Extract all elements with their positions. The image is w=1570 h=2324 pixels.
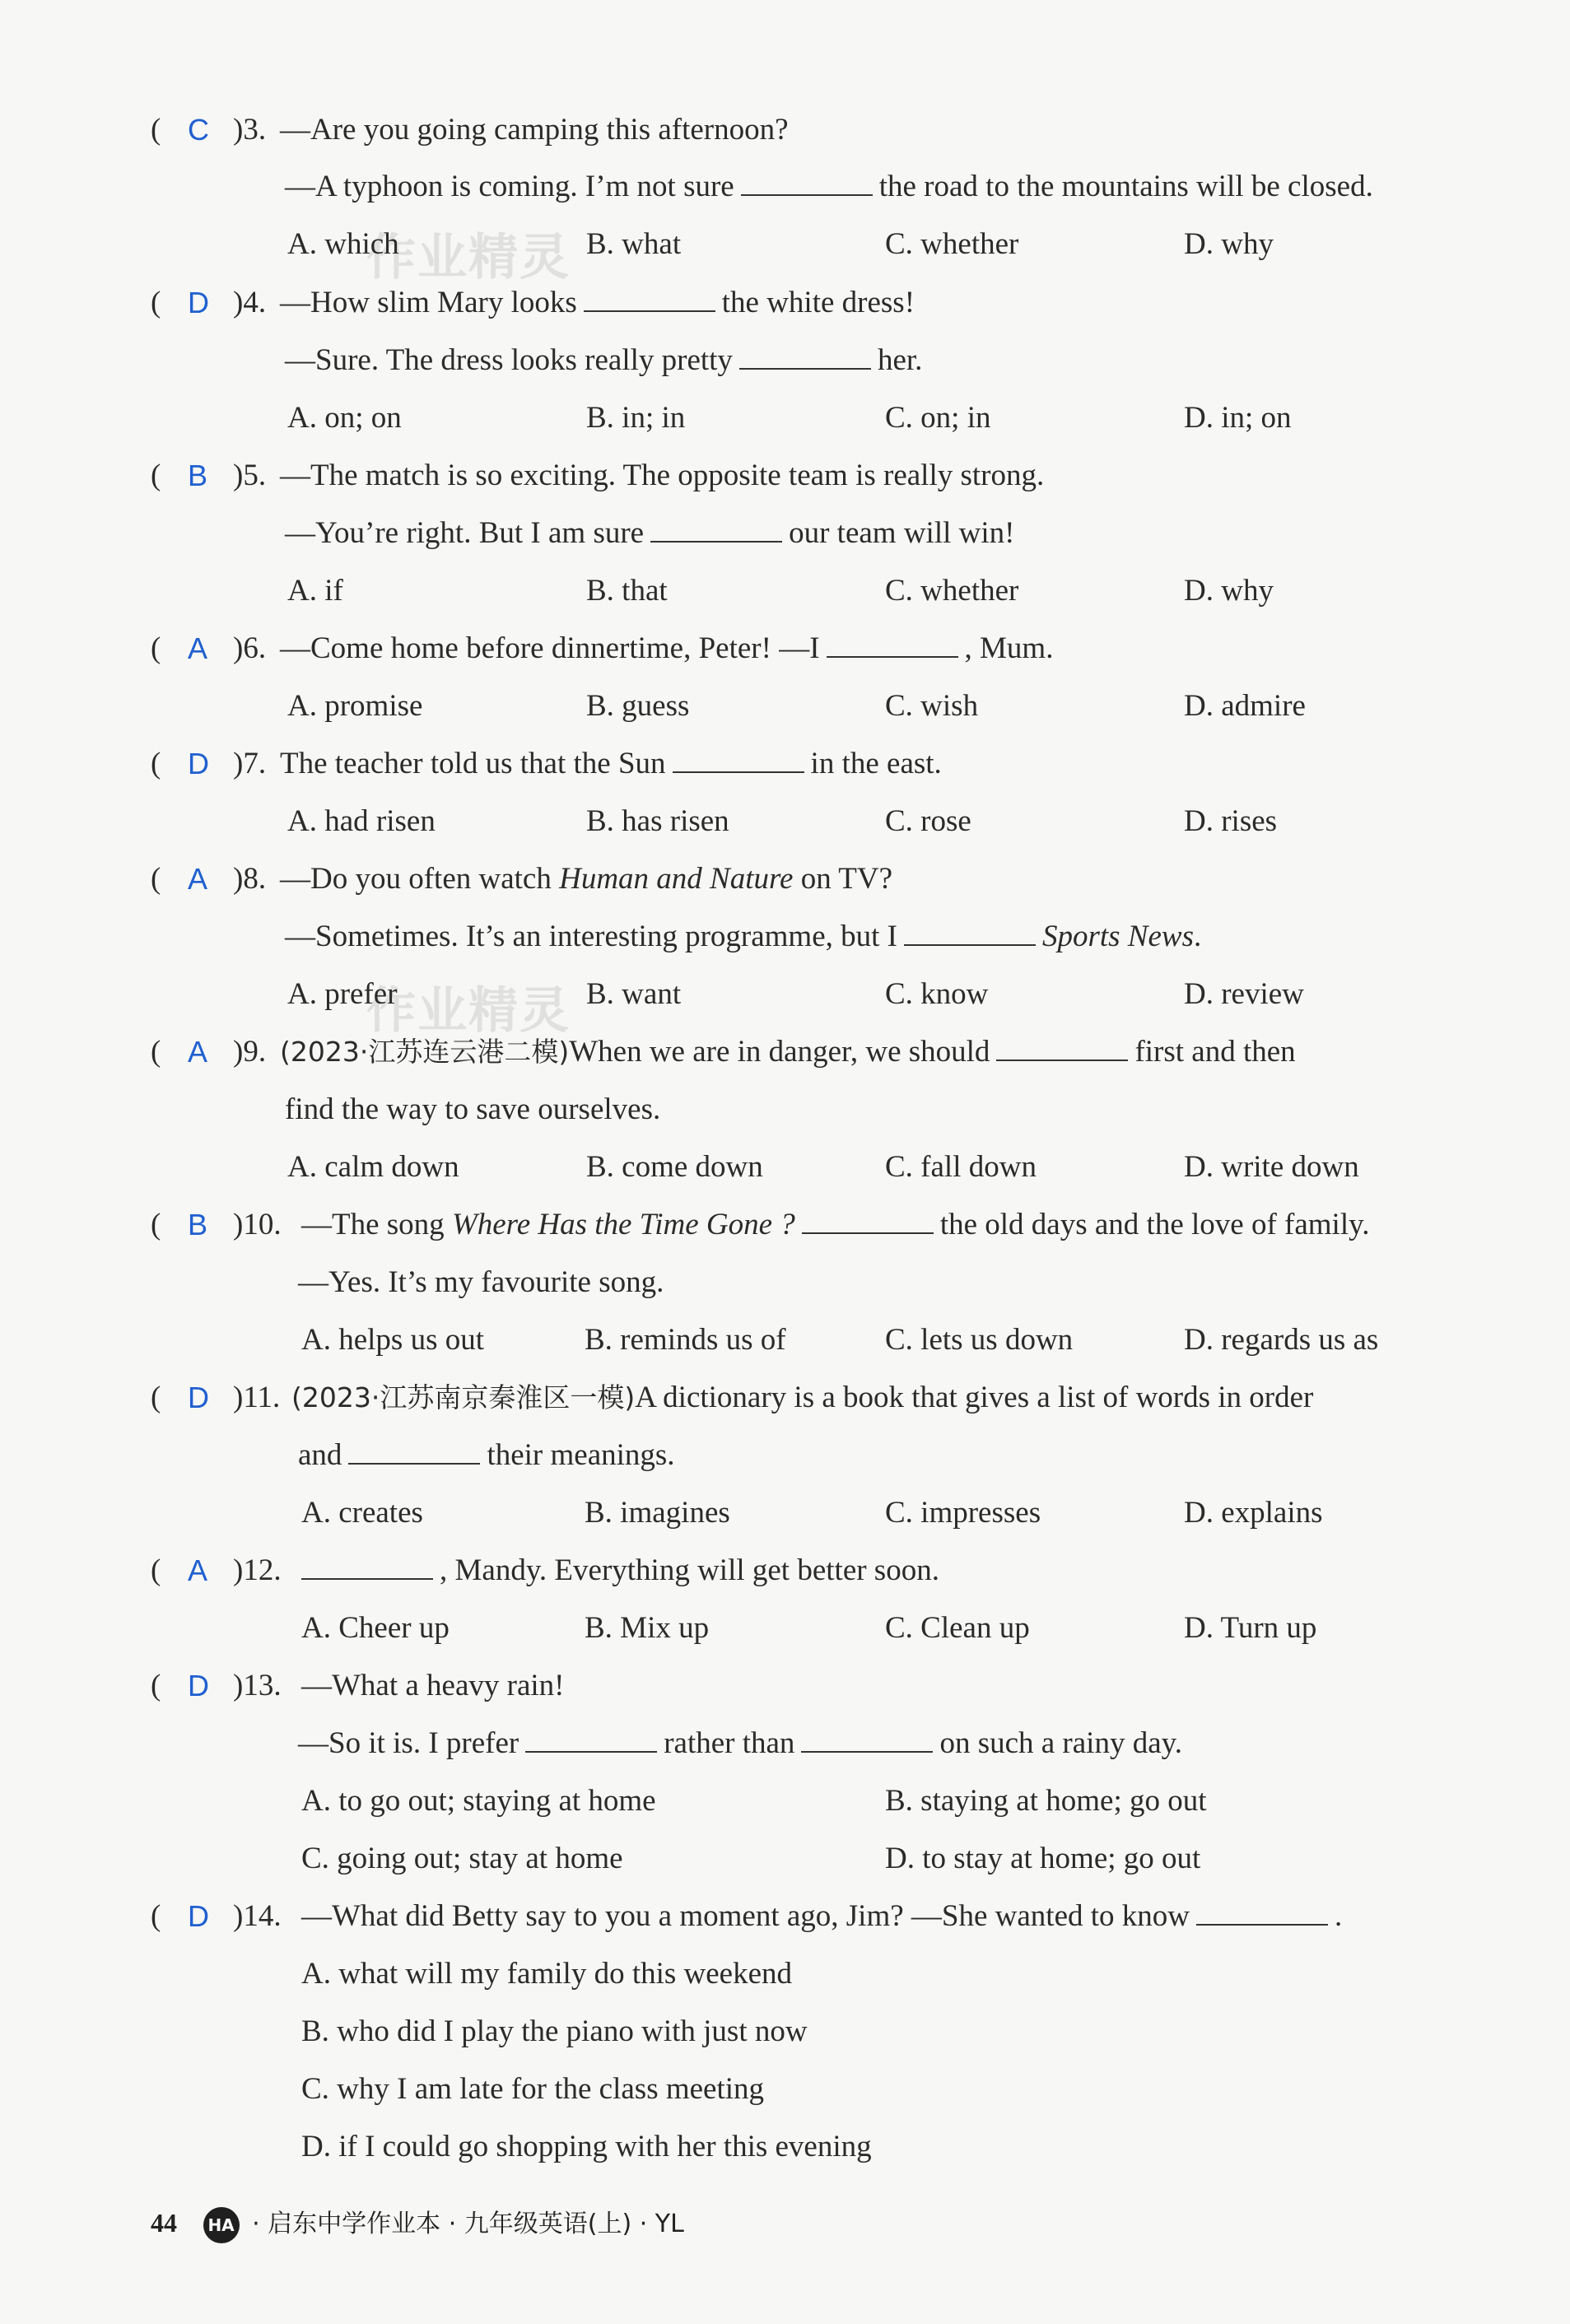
- options-6: A. promise B. guess C. wish D. admire: [287, 689, 1306, 723]
- blank: [525, 1726, 657, 1753]
- blank: [739, 343, 871, 370]
- blank: [802, 1208, 934, 1234]
- answer-8: A: [188, 862, 208, 896]
- answer-4: D: [188, 286, 209, 319]
- blank: [904, 920, 1036, 946]
- blank: [996, 1035, 1128, 1061]
- blank: [584, 286, 715, 312]
- answer-12: A: [188, 1553, 208, 1587]
- footer-title: · 启东中学作业本 · 九年级英语(上) · YL: [252, 2210, 684, 2238]
- answer-7: D: [188, 747, 209, 780]
- question-14-line: ( D )14. —What did Betty say to you a moment ago, Jim? —She wanted to know .: [0, 1888, 1570, 1945]
- blank: [673, 747, 804, 773]
- answer-11: D: [188, 1381, 209, 1414]
- options-3: A. which B. what C. whether D. why: [287, 227, 1274, 261]
- options-13a: A. to go out; staying at home B. staying at home; go out: [301, 1784, 1207, 1818]
- options-5: A. if B. that C. whether D. why: [287, 574, 1274, 608]
- blank: [650, 516, 782, 543]
- options-9: A. calm down B. come down C. fall down D. write down: [287, 1150, 1359, 1184]
- answer-9: A: [188, 1035, 208, 1069]
- answer-10: B: [188, 1208, 208, 1241]
- blank: [301, 1553, 433, 1580]
- question-10-line: ( B )10. —The song Where Has the Time Gone ? the old days and the love of family.: [0, 1196, 1570, 1254]
- question-13-line: ( D )13. —What a heavy rain!: [0, 1657, 1570, 1715]
- option-14a: A. what will my family do this weekend: [301, 1957, 793, 1991]
- page-number: 44: [151, 2208, 177, 2238]
- option-14b: B. who did I play the piano with just now: [301, 2014, 808, 2048]
- worksheet-page: 作业精灵 作业精灵 ( C )3. —Are you going camping this afternoon? —A typhoon is coming. I’m not sure the road to the mountains will be closed. A. which B. what C. whether D. why ( D )4. —How slim Mary looks the white dress! —Sure. The dress looks really pretty her. A. on; on B. in; in C. on; in D. in; on ( B )5. —The match is so exciting. The opposite team is really strong. —You’re right. But I am sure our team will win! A. if B. that C. whether D. why ( A )6. —Come home before dinnertime, Peter! —I , Mum. A. promise B. guess C. wish D. admire ( D )7. The teacher told us that the Sun in the east. A. had risen B. has risen C. rose D. rises ( A )8. —Do you often watch Human and Nature on TV? —Sometimes. It’s an interesting programme, but I Sports News. A. prefer B. want C. know D. review ( A )9. (2023·江苏连云港二模)When we are in danger, we should first and then find the way to save ourselves. A. calm down B. come down C. fall down D. write down ( B )10. —The song Where Has the Time Gone ? the old days and the love of family. —Yes. It’s my favourite song. A. helps us out B. reminds us of C. lets us down D. regards us as ( D )11. (2023·江苏南京秦淮区一模)A dictionary is a book that gives a list of words in order and their meanings. A. creates B. imagines C. impresses D. explains ( A )12. , Mandy. Everything will get better soon. A. Cheer up B. Mix up C. Clean up D. Turn up ( D )13. —What a heavy rain! —So it is. I prefer rather than on such a rainy day. A. to go out; staying at home B. staying at home; go out C. going out; stay at home D. to stay at home; go out ( D )14. —What did Betty say to you a moment ago, Jim? —She wanted to know . A. what will my family do this weekend B. who did I play the piano with just now C. why I am late for the class meeting D. if I could go shopping with her this evening 44 HA · 启东中学作业本 · 九年级英语(上) · YL: [0, 0, 1570, 2324]
- blank: [741, 170, 873, 196]
- question-5-line: ( B )5. —The match is so exciting. The opposite team is really strong.: [0, 447, 1570, 505]
- blank: [1196, 1899, 1328, 1926]
- question-9-line: ( A )9. (2023·江苏连云港二模)When we are in danger, we should first and then: [0, 1023, 1570, 1081]
- option-14c: C. why I am late for the class meeting: [301, 2072, 765, 2106]
- blank: [348, 1438, 480, 1465]
- options-7: A. had risen B. has risen C. rose D. rises: [287, 804, 1278, 838]
- answer-14: D: [188, 1899, 209, 1933]
- question-7-line: ( D )7. The teacher told us that the Sun in the east.: [0, 735, 1570, 793]
- option-14d: D. if I could go shopping with her this evening: [301, 2130, 872, 2163]
- answer-13: D: [188, 1669, 209, 1702]
- blank: [801, 1726, 933, 1753]
- watermark: 作业精灵: [366, 982, 571, 1040]
- answer-5: B: [188, 459, 208, 492]
- options-12: A. Cheer up B. Mix up C. Clean up D. Turn up: [301, 1611, 1317, 1645]
- options-11: A. creates B. imagines C. impresses D. explains: [301, 1496, 1323, 1530]
- options-13b: C. going out; stay at home D. to stay at home; go out: [301, 1842, 1201, 1875]
- answer-3: C: [188, 113, 209, 147]
- source-tag: (2023·江苏连云港二模): [280, 1036, 570, 1068]
- question-6-line: ( A )6. —Come home before dinnertime, Peter! —I , Mum.: [0, 620, 1570, 678]
- question-3-line: ( C )3. —Are you going camping this afternoon?: [0, 101, 1570, 159]
- publisher-logo-icon: HA: [203, 2207, 240, 2243]
- source-tag: (2023·江苏南京秦淮区一模): [291, 1381, 636, 1413]
- options-8: A. prefer B. want C. know D. review: [287, 977, 1304, 1011]
- question-11-line: ( D )11. (2023·江苏南京秦淮区一模)A dictionary is a book that gives a list of words in order: [0, 1369, 1570, 1427]
- answer-6: A: [188, 631, 208, 665]
- blank: [827, 631, 958, 658]
- page-footer: [151, 2198, 684, 2247]
- options-4: A. on; on B. in; in C. on; in D. in; on: [287, 401, 1292, 435]
- options-10: A. helps us out B. reminds us of C. lets us down D. regards us as: [301, 1323, 1379, 1357]
- question-12-line: ( A )12. , Mandy. Everything will get better soon.: [0, 1542, 1570, 1600]
- watermark: 作业精灵: [366, 229, 571, 286]
- question-8-line: ( A )8. —Do you often watch Human and Nature on TV?: [0, 850, 1570, 908]
- question-4-line: ( D )4. —How slim Mary looks the white dress!: [0, 274, 1570, 332]
